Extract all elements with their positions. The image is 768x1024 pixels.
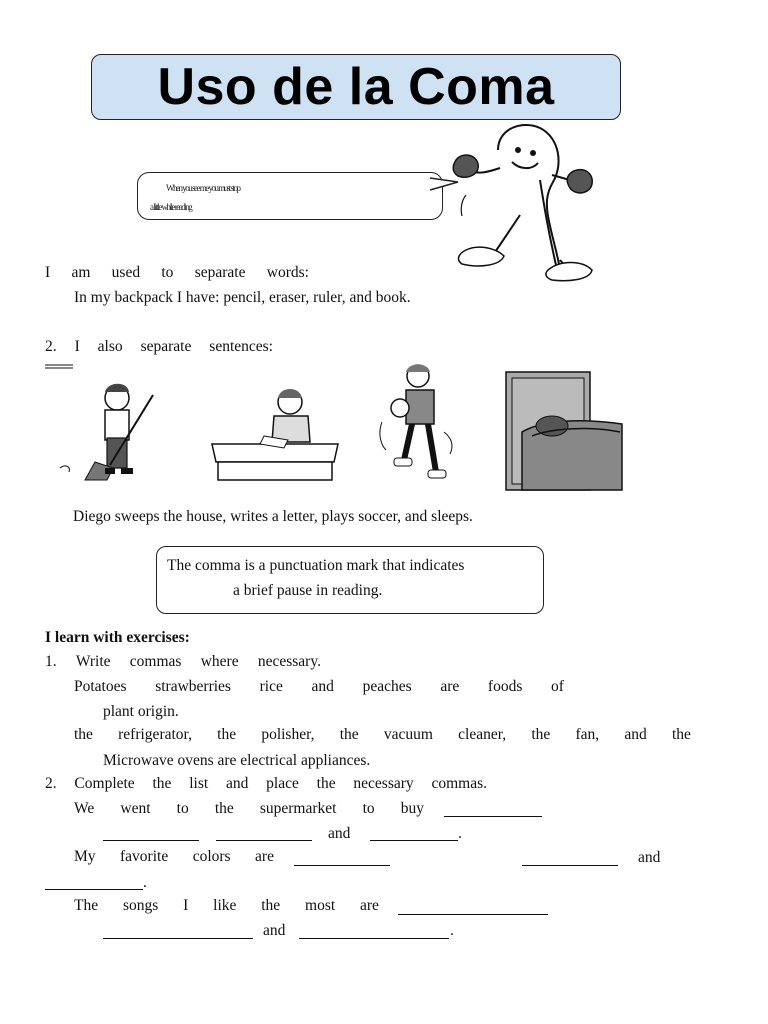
word: favorite: [120, 848, 169, 865]
exercise1-sentence1: [74, 678, 564, 696]
answer-blank[interactable]: [45, 875, 143, 890]
answer-blank[interactable]: [522, 851, 618, 866]
exercise1-instruction: [45, 653, 321, 671]
word: polisher,: [261, 726, 315, 743]
definition-line-1: The comma is a punctuation mark that indicates: [167, 557, 465, 574]
exercise1-sentence1-continued: plant origin.: [103, 703, 179, 720]
section1-heading: [45, 264, 309, 282]
word: 2.: [45, 775, 57, 792]
exercise1-sentence2-continued: Microwave ovens are electrical appliances.: [103, 752, 371, 769]
section1-example: In my backpack I have: pencil, eraser, ruler, and book.: [74, 289, 411, 306]
word: words:: [266, 264, 309, 281]
word: the: [671, 726, 691, 743]
period: .: [143, 874, 147, 891]
word: I: [45, 264, 51, 281]
word: the: [339, 726, 359, 743]
answer-blank[interactable]: [444, 802, 542, 817]
word: like: [213, 897, 237, 914]
word: We: [74, 800, 95, 817]
word: refrigerator,: [118, 726, 192, 743]
word: the: [217, 726, 237, 743]
word: colors: [192, 848, 231, 865]
and-word: and: [328, 825, 351, 842]
word: the: [74, 726, 93, 743]
word: 2.: [45, 338, 57, 355]
exercises-heading: I learn with exercises:: [45, 629, 190, 646]
word: are: [255, 848, 274, 865]
word: supermarket: [259, 800, 337, 817]
word: the: [214, 800, 234, 817]
exercise2-instruction: [45, 775, 487, 793]
and-word: and: [263, 922, 286, 939]
word: where: [200, 653, 239, 670]
definition-line-2: a brief pause in reading.: [233, 582, 383, 599]
word: went: [120, 800, 151, 817]
period: .: [450, 922, 454, 939]
word: and: [624, 726, 647, 743]
exercise2-sentence1: [74, 800, 424, 818]
word: Write: [75, 653, 111, 670]
word: buy: [400, 800, 424, 817]
speech-bubble-tail: [430, 176, 460, 196]
bubble-line-2: a little while reading: [150, 202, 192, 212]
section2-caption: Diego sweeps the house, writes a letter, plays soccer, and sleeps.: [73, 508, 473, 525]
word: Complete: [74, 775, 135, 792]
word: My: [74, 848, 96, 865]
word: list: [189, 775, 209, 792]
word: and: [225, 775, 249, 792]
word: rice: [259, 678, 283, 695]
boy-playing-soccer-illustration: [378, 362, 458, 490]
word: most: [305, 897, 336, 914]
word: used: [111, 264, 141, 281]
boy-sweeping-illustration: [55, 380, 160, 485]
page-title: Uso de la Coma: [157, 58, 555, 116]
word: I: [183, 897, 189, 914]
answer-blank[interactable]: [294, 851, 390, 866]
word: 1.: [45, 653, 57, 670]
word: the: [316, 775, 336, 792]
word: to: [161, 264, 174, 281]
answer-blank[interactable]: [370, 826, 458, 841]
exercise2-sentence3: [74, 897, 379, 915]
word: are: [440, 678, 460, 695]
underline-mark: [45, 362, 75, 370]
section2-heading: [45, 338, 273, 356]
period: .: [458, 825, 462, 842]
word: commas: [129, 653, 182, 670]
title-banner: [91, 54, 621, 120]
word: place: [266, 775, 299, 792]
answer-blank[interactable]: [103, 924, 253, 939]
word: and: [311, 678, 334, 695]
exercise1-sentence2: [74, 726, 691, 744]
word: vacuum: [383, 726, 433, 743]
answer-blank[interactable]: [299, 924, 449, 939]
word: I: [74, 338, 80, 355]
speech-bubble-text: [150, 179, 270, 217]
word: also: [97, 338, 123, 355]
word: necessary: [353, 775, 414, 792]
word: peaches: [362, 678, 412, 695]
bubble-line-1: When you see me you must stop: [166, 183, 240, 193]
word: fan,: [575, 726, 600, 743]
boy-sleeping-illustration: [502, 362, 624, 490]
word: am: [71, 264, 91, 281]
word: necessary.: [257, 653, 321, 670]
word: strawberries: [155, 678, 231, 695]
word: separate: [194, 264, 246, 281]
answer-blank[interactable]: [216, 826, 312, 841]
word: sentences:: [209, 338, 273, 355]
word: the: [152, 775, 172, 792]
word: the: [531, 726, 551, 743]
word: foods: [487, 678, 523, 695]
word: are: [360, 897, 379, 914]
comma-mascot-illustration: [448, 120, 608, 285]
word: separate: [140, 338, 192, 355]
word: the: [261, 897, 281, 914]
word: to: [176, 800, 189, 817]
word: Potatoes: [74, 678, 127, 695]
word: of: [551, 678, 564, 695]
boy-writing-illustration: [210, 384, 340, 484]
word: commas.: [431, 775, 487, 792]
word: The: [74, 897, 99, 914]
word: cleaner,: [458, 726, 507, 743]
word: songs: [122, 897, 159, 914]
and-word: and: [638, 849, 661, 866]
exercise2-sentence2: [74, 848, 274, 866]
answer-blank[interactable]: [398, 900, 548, 915]
answer-blank[interactable]: [103, 826, 199, 841]
word: to: [362, 800, 375, 817]
